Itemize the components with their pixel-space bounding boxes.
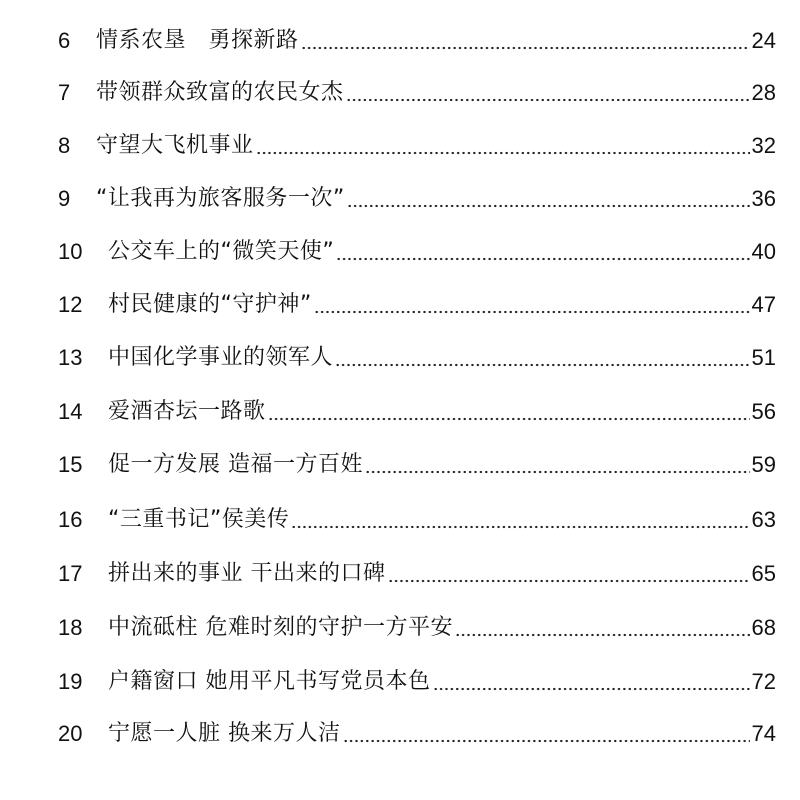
dot-leader (347, 181, 750, 217)
entry-page-number: 32 (751, 133, 776, 158)
toc-entry[interactable] (58, 716, 776, 752)
entry-number: 16 (58, 507, 83, 532)
dot-leader (314, 287, 750, 323)
dot-leader (268, 394, 750, 430)
entry-number: 12 (58, 292, 83, 317)
entry-number: 6 (58, 28, 71, 53)
dot-leader (388, 556, 750, 592)
entry-page-number: 56 (751, 399, 776, 424)
entry-number: 20 (58, 721, 83, 746)
entry-page-number: 24 (751, 28, 776, 53)
entry-number: 13 (58, 345, 83, 370)
entry-page-number: 63 (751, 507, 776, 532)
entry-number: 19 (58, 669, 83, 694)
dot-leader (343, 716, 750, 752)
entry-title: 宁愿一人脏 换来万人洁 (108, 721, 341, 746)
toc-entry[interactable] (58, 23, 776, 59)
toc-entry[interactable] (58, 502, 776, 538)
entry-title: 守望大飞机事业 (96, 133, 254, 158)
entry-title: 村民健康的“守护神” (108, 292, 312, 317)
entry-number: 7 (58, 80, 71, 105)
entry-number: 14 (58, 399, 83, 424)
toc-entry[interactable] (58, 234, 776, 270)
toc-entry[interactable] (58, 556, 776, 592)
dot-leader (335, 340, 750, 376)
toc-entry[interactable] (58, 128, 776, 164)
dot-leader (433, 664, 750, 700)
entry-number: 15 (58, 452, 83, 477)
entry-page-number: 51 (751, 345, 776, 370)
entry-title: 促一方发展 造福一方百姓 (108, 452, 363, 477)
entry-page-number: 72 (751, 669, 776, 694)
toc-entry[interactable] (58, 447, 776, 483)
toc-entry[interactable] (58, 394, 776, 430)
entry-title: 情系农垦 勇探新路 (96, 28, 299, 53)
entry-page-number: 68 (751, 615, 776, 640)
entry-title: “三重书记”侯美传 (108, 507, 290, 532)
entry-number: 10 (58, 239, 83, 264)
entry-title: 中国化学事业的领军人 (108, 345, 334, 370)
toc-entry[interactable] (58, 610, 776, 646)
entry-title: “让我再为旅客服务一次” (96, 186, 345, 211)
toc-entry[interactable] (58, 287, 776, 323)
entry-title: 拼出来的事业 干出来的口碑 (108, 561, 386, 586)
entry-number: 9 (58, 186, 71, 211)
entry-page-number: 40 (751, 239, 776, 264)
dot-leader (365, 447, 750, 483)
entry-title: 中流砥柱 危难时刻的守护一方平安 (108, 615, 453, 640)
toc-entry[interactable] (58, 75, 776, 111)
entry-title: 带领群众致富的农民女杰 (96, 80, 344, 105)
entry-number: 17 (58, 561, 83, 586)
entry-title: 公交车上的“微笑天使” (108, 239, 335, 264)
toc-entry[interactable] (58, 664, 776, 700)
dot-leader (291, 502, 749, 538)
dot-leader (256, 128, 750, 164)
entry-number: 18 (58, 615, 83, 640)
toc-entry[interactable] (58, 181, 776, 217)
entry-title: 户籍窗口 她用平凡书写党员本色 (108, 669, 431, 694)
toc-entry[interactable] (58, 340, 776, 376)
dot-leader (301, 23, 750, 59)
entry-number: 8 (58, 133, 71, 158)
entry-page-number: 65 (751, 561, 776, 586)
entry-page-number: 47 (751, 292, 776, 317)
entry-page-number: 59 (751, 452, 776, 477)
entry-page-number: 74 (751, 721, 776, 746)
entry-title: 爱酒杏坛一路歌 (108, 399, 266, 424)
entry-page-number: 28 (751, 80, 776, 105)
entry-page-number: 36 (751, 186, 776, 211)
dot-leader (336, 234, 749, 270)
dot-leader (455, 610, 750, 646)
dot-leader (346, 75, 750, 111)
